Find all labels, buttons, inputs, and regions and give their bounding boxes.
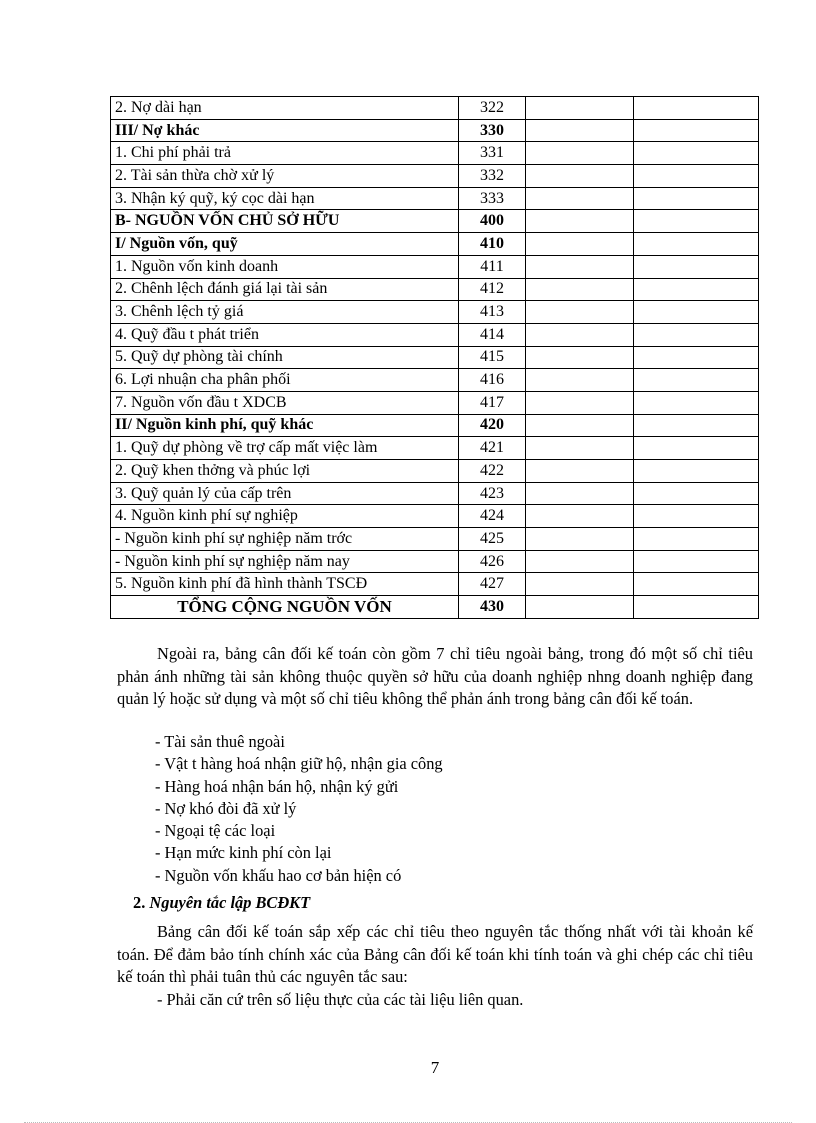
row-code: 417 <box>459 391 526 414</box>
table-row <box>111 414 759 437</box>
row-value-end <box>634 437 759 460</box>
row-code: 423 <box>459 482 526 505</box>
row-label: 2. Nợ dài hạn <box>111 97 459 120</box>
row-value-end <box>634 414 759 437</box>
row-value-start <box>526 97 634 120</box>
row-value-start <box>526 142 634 165</box>
row-value-end <box>634 573 759 596</box>
table-row <box>111 301 759 324</box>
row-label: 5. Nguồn kinh phí đã hình thành TSCĐ <box>111 573 459 596</box>
row-label: III/ Nợ khác <box>111 119 459 142</box>
row-label: 1. Chi phí phải trả <box>111 142 459 165</box>
table-row <box>111 505 759 528</box>
section-heading <box>133 893 310 913</box>
table-row <box>111 391 759 414</box>
row-label: II/ Nguồn kinh phí, quỹ khác <box>111 414 459 437</box>
row-value-start <box>526 255 634 278</box>
row-value-start <box>526 346 634 369</box>
row-value-end <box>634 142 759 165</box>
row-code: 414 <box>459 323 526 346</box>
row-code: 413 <box>459 301 526 324</box>
row-label: 2. Chênh lệch đánh giá lại tài sản <box>111 278 459 301</box>
row-value-end <box>634 97 759 120</box>
row-code: 424 <box>459 505 526 528</box>
row-value-start <box>526 550 634 573</box>
row-value-start <box>526 187 634 210</box>
row-value-end <box>634 482 759 505</box>
row-label: 6. Lợi nhuận cha phân phối <box>111 369 459 392</box>
table-row <box>111 460 759 483</box>
row-label: - Nguồn kinh phí sự nghiệp năm trớc <box>111 528 459 551</box>
row-value-start <box>526 301 634 324</box>
row-value-end <box>634 528 759 551</box>
row-code: 412 <box>459 278 526 301</box>
row-code: 421 <box>459 437 526 460</box>
row-code: 322 <box>459 97 526 120</box>
list-item: - Nguồn vốn khấu hao cơ bản hiện có <box>155 865 402 885</box>
row-label: TỔNG CỘNG NGUỒN VỐN <box>111 596 459 619</box>
row-label: 5. Quỹ dự phòng tài chính <box>111 346 459 369</box>
row-code: 410 <box>459 233 526 256</box>
list-item: - Hàng hoá nhận bán hộ, nhận ký gửi <box>155 776 399 796</box>
row-code: 415 <box>459 346 526 369</box>
row-label: 3. Chênh lệch tỷ giá <box>111 301 459 324</box>
table-row <box>111 369 759 392</box>
row-value-start <box>526 437 634 460</box>
off-balance-items-list <box>155 731 443 887</box>
row-value-end <box>634 596 759 619</box>
row-value-start <box>526 460 634 483</box>
row-code: 331 <box>459 142 526 165</box>
row-label: 1. Quỹ dự phòng về trợ cấp mất việc làm <box>111 437 459 460</box>
row-value-end <box>634 346 759 369</box>
row-value-start <box>526 278 634 301</box>
row-code: 332 <box>459 165 526 188</box>
row-value-start <box>526 528 634 551</box>
row-code: 426 <box>459 550 526 573</box>
row-value-start <box>526 369 634 392</box>
row-value-end <box>634 550 759 573</box>
section-title: Nguyên tắc lập BCĐKT <box>149 893 311 912</box>
row-value-start <box>526 482 634 505</box>
row-code: 333 <box>459 187 526 210</box>
list-item: - Hạn mức kinh phí còn lại <box>155 843 332 863</box>
row-code: 416 <box>459 369 526 392</box>
table-row <box>111 528 759 551</box>
table-row <box>111 278 759 301</box>
table-row <box>111 550 759 573</box>
row-value-end <box>634 391 759 414</box>
table-row <box>111 323 759 346</box>
row-value-end <box>634 119 759 142</box>
row-code: 411 <box>459 255 526 278</box>
table-row <box>111 482 759 505</box>
row-label: 1. Nguồn vốn kinh doanh <box>111 255 459 278</box>
paragraph-off-balance-intro: Ngoài ra, bảng cân đối kế toán còn gồm 7 chỉ tiêu ngoài bảng, trong đó một số chỉ tiêu phản ánh những tài sản không thuộc quyền sở hữu của doanh nghiệp nhng doanh nghiệp đang quản lý hoặc sử dụng và một số chỉ tiêu không thể phản ánh trong bảng cân đối kế toán. <box>117 644 753 708</box>
table-row <box>111 233 759 256</box>
list-item: - Vật t hàng hoá nhận giữ hộ, nhận gia công <box>155 754 443 774</box>
table-row <box>111 596 759 619</box>
table-row <box>111 119 759 142</box>
row-code: 425 <box>459 528 526 551</box>
table-row <box>111 142 759 165</box>
row-code: 420 <box>459 414 526 437</box>
row-code: 430 <box>459 596 526 619</box>
row-value-end <box>634 460 759 483</box>
row-label: B- NGUỒN VỐN CHỦ SỞ HỮU <box>111 210 459 233</box>
row-value-start <box>526 414 634 437</box>
row-label: 3. Quỹ quản lý của cấp trên <box>111 482 459 505</box>
page-number: 7 <box>430 1058 440 1077</box>
list-item: - Tài sản thuê ngoài <box>155 732 285 751</box>
table-row <box>111 97 759 120</box>
row-value-end <box>634 278 759 301</box>
row-value-start <box>526 573 634 596</box>
row-value-start <box>526 119 634 142</box>
row-label: - Nguồn kinh phí sự nghiệp năm nay <box>111 550 459 573</box>
row-value-end <box>634 210 759 233</box>
row-value-end <box>634 165 759 188</box>
row-label: I/ Nguồn vốn, quỹ <box>111 233 459 256</box>
row-label: 3. Nhận ký quỹ, ký cọc dài hạn <box>111 187 459 210</box>
row-label: 7. Nguồn vốn đầu t XDCB <box>111 391 459 414</box>
paragraph-principles: Bảng cân đối kế toán sắp xếp các chỉ tiêu theo nguyên tắc thống nhất với tài khoản kế toán. Để đảm bảo tính chính xác của Bảng cân đối kế toán khi tính toán và ghi chép các chỉ tiêu kế toán thì phải tuân thủ các nguyên tắc sau: <box>117 922 753 986</box>
row-value-end <box>634 369 759 392</box>
row-value-start <box>526 391 634 414</box>
table-row <box>111 437 759 460</box>
row-value-end <box>634 323 759 346</box>
row-value-end <box>634 233 759 256</box>
row-code: 427 <box>459 573 526 596</box>
row-value-end <box>634 255 759 278</box>
table-row <box>111 346 759 369</box>
table-row <box>111 573 759 596</box>
paragraph-rule-1: - Phải căn cứ trên số liệu thực của các tài liệu liên quan. <box>157 990 524 1009</box>
row-value-start <box>526 233 634 256</box>
row-code: 330 <box>459 119 526 142</box>
row-label: 4. Nguồn kinh phí sự nghiệp <box>111 505 459 528</box>
row-code: 400 <box>459 210 526 233</box>
table-row <box>111 165 759 188</box>
row-value-start <box>526 596 634 619</box>
row-value-start <box>526 505 634 528</box>
list-item: - Nợ khó đòi đã xử lý <box>155 798 297 818</box>
balance-sheet-body <box>111 97 759 619</box>
row-value-start <box>526 165 634 188</box>
table-row <box>111 187 759 210</box>
table-row <box>111 210 759 233</box>
row-value-end <box>634 301 759 324</box>
row-value-end <box>634 187 759 210</box>
table-row <box>111 255 759 278</box>
row-value-start <box>526 210 634 233</box>
section-number: 2. <box>133 893 146 912</box>
row-value-end <box>634 505 759 528</box>
row-label: 4. Quỹ đầu t phát triển <box>111 323 459 346</box>
row-label: 2. Quỹ khen thởng và phúc lợi <box>111 460 459 483</box>
balance-sheet-table <box>110 96 759 619</box>
row-value-start <box>526 323 634 346</box>
list-item: - Ngoại tệ các loại <box>155 821 276 841</box>
row-code: 422 <box>459 460 526 483</box>
row-label: 2. Tài sản thừa chờ xử lý <box>111 165 459 188</box>
